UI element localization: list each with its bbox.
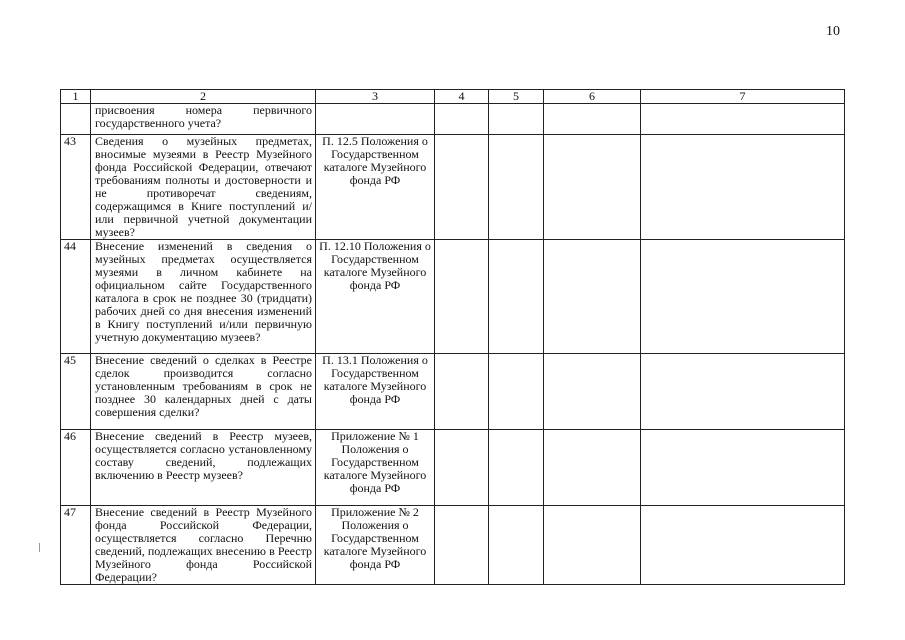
row-number: 43 bbox=[61, 135, 91, 240]
cell-col-4 bbox=[435, 135, 489, 240]
row-description: присвоения номера первичного государственного учета? bbox=[91, 104, 316, 135]
cell-col-5 bbox=[489, 135, 544, 240]
row-number: 45 bbox=[61, 354, 91, 430]
cell-col-6 bbox=[544, 104, 641, 135]
cell-col-7 bbox=[641, 135, 845, 240]
checklist-table bbox=[60, 89, 845, 585]
row-description: Сведения о музейных предметах, вносимые музеями в Реестр Музейного фонда Российской Федерации, отвечают требованиям полноты и достоверности и не противоречат сведениям, содержащимся в Книге поступлений и/или первичной учетной документации музеев? bbox=[91, 135, 316, 240]
table-row-continuation bbox=[61, 104, 845, 135]
row-description: Внесение изменений в сведения о музейных предметах осуществляется музеями в личном кабинете на официальном сайте Государственного каталога в срок не позднее 30 (тридцати) рабочих дней со дня внесения изменений в Книгу поступлений и/или первичную учетную документацию музеев? bbox=[91, 240, 316, 354]
cell-col-7 bbox=[641, 240, 845, 354]
cell-col-5 bbox=[489, 240, 544, 354]
column-header-1: 1 bbox=[61, 90, 91, 104]
column-header-7: 7 bbox=[641, 90, 845, 104]
cell-col-5 bbox=[489, 104, 544, 135]
row-description: Внесение сведений в Реестр музеев, осуществляется согласно установленному составу сведений, подлежащих включению в Реестр музеев? bbox=[91, 430, 316, 506]
column-header-6: 6 bbox=[544, 90, 641, 104]
row-reference: П. 12.5 Положения о Государственном каталоге Музейного фонда РФ bbox=[316, 135, 435, 240]
row-reference: Приложение № 1 Положения о Государственном каталоге Музейного фонда РФ bbox=[316, 430, 435, 506]
checklist-table-container bbox=[60, 89, 844, 585]
table-row-47 bbox=[61, 506, 845, 585]
table-header-row bbox=[61, 90, 845, 104]
table-row-44 bbox=[61, 240, 845, 354]
cell-col-4 bbox=[435, 104, 489, 135]
cell-col-4 bbox=[435, 354, 489, 430]
column-header-3: 3 bbox=[316, 90, 435, 104]
cell-col-5 bbox=[489, 506, 544, 585]
cell-col-7 bbox=[641, 104, 845, 135]
cell-col-5 bbox=[489, 430, 544, 506]
table-row-45 bbox=[61, 354, 845, 430]
cell-col-6 bbox=[544, 354, 641, 430]
cell-col-7 bbox=[641, 430, 845, 506]
row-number: 46 bbox=[61, 430, 91, 506]
cell-col-6 bbox=[544, 240, 641, 354]
row-number: 47 bbox=[61, 506, 91, 585]
table-row-43 bbox=[61, 135, 845, 240]
row-number bbox=[61, 104, 91, 135]
row-reference: Приложение № 2 Положения о Государственном каталоге Музейного фонда РФ bbox=[316, 506, 435, 585]
table-row-46 bbox=[61, 430, 845, 506]
cell-col-4 bbox=[435, 240, 489, 354]
cell-col-6 bbox=[544, 135, 641, 240]
cell-col-5 bbox=[489, 354, 544, 430]
cell-col-7 bbox=[641, 354, 845, 430]
column-header-5: 5 bbox=[489, 90, 544, 104]
row-description: Внесение сведений о сделках в Реестре сделок производится согласно установленным требованиям в срок не позднее 30 календарных дней с даты совершения сделки? bbox=[91, 354, 316, 430]
column-header-2: 2 bbox=[91, 90, 316, 104]
page-number: 10 bbox=[826, 24, 840, 39]
row-number: 44 bbox=[61, 240, 91, 354]
cell-col-4 bbox=[435, 430, 489, 506]
cell-col-4 bbox=[435, 506, 489, 585]
scan-mark bbox=[39, 543, 40, 552]
cell-col-6 bbox=[544, 506, 641, 585]
row-description: Внесение сведений в Реестр Музейного фонда Российской Федерации, осуществляется согласно Перечню сведений, подлежащих внесению в Реестр Музейного фонда Российской Федерации? bbox=[91, 506, 316, 585]
column-header-4: 4 bbox=[435, 90, 489, 104]
cell-col-6 bbox=[544, 430, 641, 506]
row-reference: П. 13.1 Положения о Государственном каталоге Музейного фонда РФ bbox=[316, 354, 435, 430]
cell-col-7 bbox=[641, 506, 845, 585]
row-reference bbox=[316, 104, 435, 135]
row-reference: П. 12.10 Положения о Государственном каталоге Музейного фонда РФ bbox=[316, 240, 435, 354]
